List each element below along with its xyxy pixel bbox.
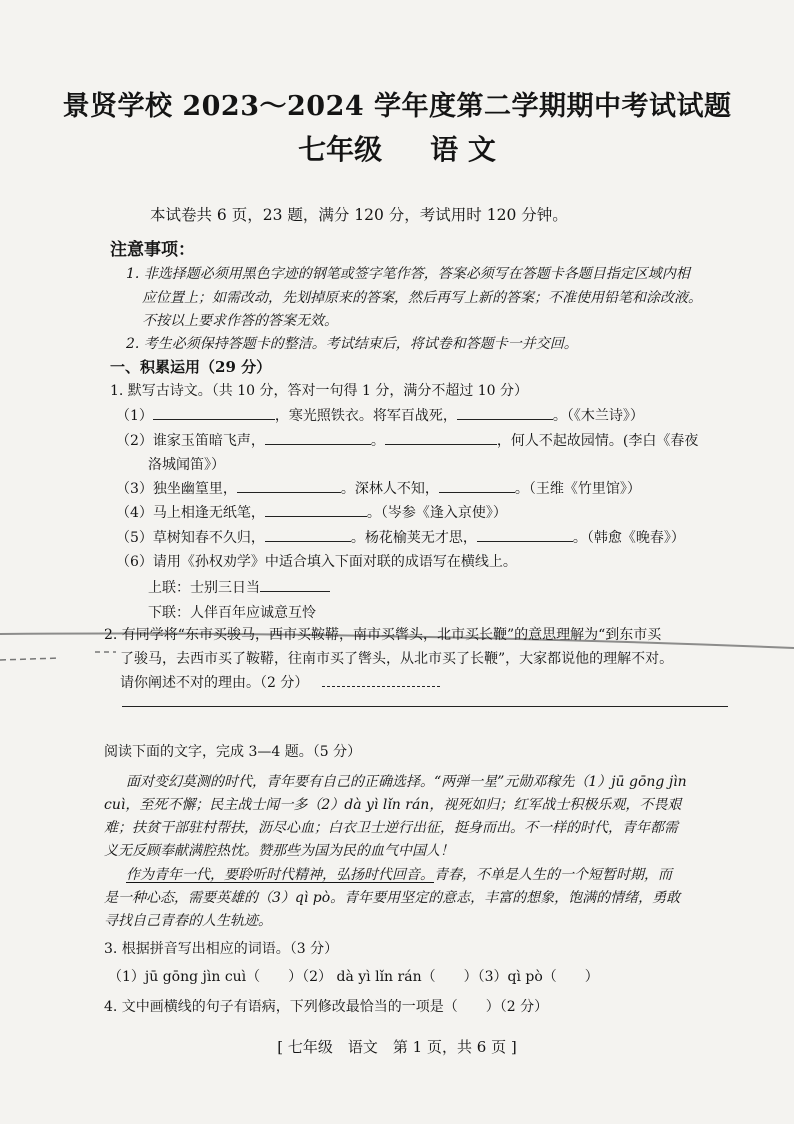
item-6: （6）请用《孙权劝学》中适合填入下面对联的成语写在横线上。 <box>116 554 517 570</box>
item-5: （5）草树知春不久归， 。杨花榆荚无才思， 。（韩愈《晚春》） <box>116 527 685 547</box>
question-4: 4. 文中画横线的句子有语病，下列修改最恰当的一项是（ ）（2 分） <box>104 999 549 1015</box>
answer-blank[interactable] <box>265 430 371 445</box>
section-1-heading: 一、积累运用（29 分） <box>110 358 272 376</box>
answer-blank[interactable] <box>260 577 330 592</box>
item-2: （2）谁家玉笛暗飞声， 。 ，何人不起故园情。(李白《春夜 <box>116 430 698 450</box>
exam-info: 本试卷共 6 页，23 题，满分 120 分，考试用时 120 分钟。 <box>150 206 568 224</box>
answer-blank[interactable] <box>385 430 497 445</box>
couplet-lower: 下联：人伴百年应诚意互怜 <box>148 605 316 621</box>
question-2-line-2: 了骏马，去西市买了鞍鞯，往南市买了辔头，从北市买了长鞭”，大家都说他的理解不对。 <box>120 651 674 667</box>
passage-p1-line-4: 义无反顾奉献满腔热忱。赞那些为国为民的血气中国人！ <box>104 843 454 859</box>
question-3: 3. 根据拼音写出相应的词语。（3 分） <box>104 941 339 957</box>
answer-blank[interactable] <box>477 527 573 542</box>
passage-p2-line-1: 作为青年一代，要聆听时代精神，弘扬时代回音。青春，不单是人生的一个短暂时期，而 <box>126 867 672 883</box>
item-3: （3）独坐幽篁里， 。深林人不知， 。（王维《竹里馆》） <box>116 478 641 498</box>
passage-p2-line-2: 是一种心态，需要英雄的（3）qì pò。青年要用坚定的意志，丰富的想象，饱满的情绪，勇敢 <box>104 890 681 906</box>
answer-blank[interactable] <box>153 405 275 420</box>
answer-line[interactable] <box>122 706 728 707</box>
passage-p1-line-3: 难；扶贫干部驻村帮扶，沥尽心血；白衣卫士逆行出征，挺身而出。不一样的时代，青年都需 <box>104 820 678 836</box>
answer-blank[interactable] <box>439 478 515 493</box>
question-2-line-1: 2. 有同学将“东市买骏马，西市买鞍鞯，南市买辔头，北市买长鞭”的意思理解为“到东市买 <box>104 627 662 643</box>
exam-title: 景贤学校 2023～2024 学年度第二学期期中考试试题 <box>62 91 732 122</box>
answer-blank[interactable] <box>265 527 351 542</box>
subject-label: 语 文 <box>430 133 496 166</box>
answer-blank[interactable] <box>265 502 367 517</box>
passage-p1-line-1: 面对变幻莫测的时代，青年要有自己的正确选择。“两弹一星”元勋邓稼先（1）jū gōng jìn <box>126 774 687 790</box>
page-footer: [ 七年级 语文 第 1 页，共 6 页 ] <box>277 1038 517 1056</box>
question-1: 1. 默写古诗文。（共 10 分，答对一句得 1 分，满分不超过 10 分） <box>110 383 529 399</box>
item-4: （4）马上相逢无纸笔， 。（岑参《逢入京使》） <box>116 502 507 522</box>
faulty-sentence: 作为青年一代，要聆听时代精神，弘扬时代回音。 <box>126 867 434 883</box>
answer-blank[interactable] <box>457 405 553 420</box>
passage-p2-line-3: 寻找自己青春的人生轨迹。 <box>104 913 272 929</box>
note-1-line-2: 应位置上；如需改动，先划掉原来的答案，然后再写上新的答案；不准使用铅笔和涂改液。 <box>142 290 702 306</box>
reading-intro: 阅读下面的文字，完成 3—4 题。（5 分） <box>104 744 362 760</box>
answer-blank[interactable] <box>237 478 341 493</box>
item-2-cont: 洛城闻笛》） <box>148 457 225 473</box>
exam-subtitle <box>0 128 794 168</box>
item-1: （1） ，寒光照铁衣。将军百战死， 。（《木兰诗》） <box>116 405 644 425</box>
note-1-line-3: 不按以上要求作答的答案无效。 <box>142 313 338 329</box>
note-1-line-1: 1. 非选择题必须用黑色字迹的钢笔或签字笔作答，答案必须写在答题卡各题目指定区域内相 <box>126 266 690 282</box>
question-2-line-3: 请你阐述不对的理由。（2 分） <box>120 672 440 692</box>
note-2: 2. 考生必须保持答题卡的整洁。考试结束后，将试卷和答题卡一并交回。 <box>126 336 578 352</box>
couplet-upper: 上联：士别三日当 <box>148 577 330 597</box>
question-3-options[interactable]: （1）jū gōng jìn cuì（ ）（2） dà yì lǐn rán（ ）（3）qì pò（ ） <box>108 969 599 985</box>
answer-blank[interactable] <box>322 672 440 687</box>
passage-p1-line-2: cuì，至死不懈；民主战士闻一多（2）dà yì lǐn rán，视死如归；红军战士积极乐观，不畏艰 <box>104 797 682 813</box>
notes-heading: 注意事项： <box>110 240 195 260</box>
grade-label: 七年级 <box>298 133 383 166</box>
